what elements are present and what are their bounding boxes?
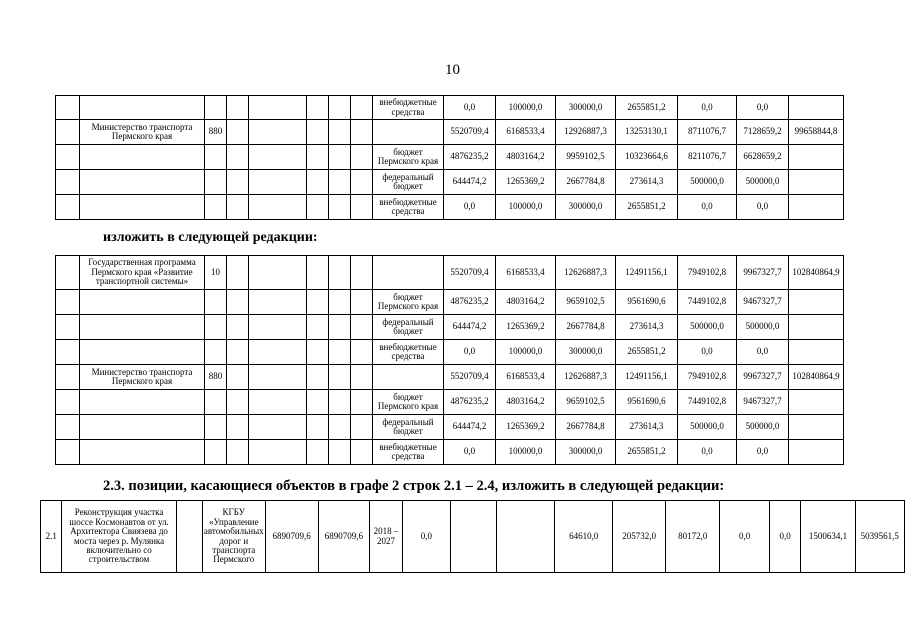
table-cell: [227, 195, 249, 220]
table-cell: [329, 340, 351, 365]
table-cell: [789, 290, 844, 315]
table-cell: 12491156,1: [616, 256, 678, 290]
table-cell: 880: [205, 365, 227, 390]
table-cell: 9659102,5: [556, 290, 616, 315]
table-cell: 0,0: [444, 195, 496, 220]
table-cell: [789, 145, 844, 170]
table-cell: 7449102,8: [678, 290, 737, 315]
table-cell: 7949102,8: [678, 365, 737, 390]
table-cell: 9967327,7: [737, 365, 789, 390]
table-cell: 0,0: [769, 501, 801, 573]
table-cell: [789, 315, 844, 340]
table-cell: 500000,0: [737, 415, 789, 440]
table-cell: [351, 365, 373, 390]
table-row: [56, 415, 844, 440]
table-cell: [329, 290, 351, 315]
page-number: 10: [445, 62, 460, 78]
table-row: [56, 315, 844, 340]
table-cell: 300000,0: [556, 440, 616, 465]
table-cell: [249, 120, 307, 145]
table-cell: [789, 415, 844, 440]
table-cell: [351, 290, 373, 315]
table-cell: 6628659,2: [737, 145, 789, 170]
table-cell: [80, 415, 205, 440]
table-cell: [307, 290, 329, 315]
table-cell: 2655851,2: [616, 96, 678, 120]
table-cell: [80, 290, 205, 315]
table-cell: 6168533,4: [496, 256, 556, 290]
table-cell: [56, 440, 80, 465]
table-cell: 0,0: [737, 96, 789, 120]
table-cell: [205, 340, 227, 365]
table-cell: 0,0: [720, 501, 769, 573]
table-cell: 0,0: [678, 96, 737, 120]
table-cell: 6168533,4: [496, 365, 556, 390]
table-row: [56, 195, 844, 220]
table-cell: 0,0: [444, 440, 496, 465]
table-cell: 100000,0: [496, 96, 556, 120]
table-cell: 2655851,2: [616, 340, 678, 365]
table-cell: [351, 96, 373, 120]
table-cell: [227, 315, 249, 340]
table-cell: 12626887,3: [556, 365, 616, 390]
table-cell: [56, 145, 80, 170]
table-cell: [80, 340, 205, 365]
table-cell: 2.1: [41, 501, 62, 573]
table-cell: [80, 170, 205, 195]
table-cell: 1265369,2: [496, 415, 556, 440]
table-cell: 2655851,2: [616, 440, 678, 465]
table-row: [56, 256, 844, 290]
table-cell: [227, 440, 249, 465]
table-cell: [249, 415, 307, 440]
table-cell: федеральный бюджет: [373, 315, 444, 340]
table-cell: [329, 195, 351, 220]
table-row: [56, 170, 844, 195]
table-row: [56, 340, 844, 365]
table-cell: [205, 315, 227, 340]
table-cell: 2667784,8: [556, 315, 616, 340]
table-cell: 6168533,4: [496, 120, 556, 145]
table-cell: [329, 145, 351, 170]
table-cell: [205, 170, 227, 195]
table-cell: [789, 195, 844, 220]
table-cell: [227, 96, 249, 120]
table-cell: 0,0: [737, 340, 789, 365]
table-cell: 100000,0: [496, 195, 556, 220]
table-cell: 10323664,6: [616, 145, 678, 170]
table-cell: [351, 315, 373, 340]
table-cell: [249, 365, 307, 390]
table-cell: 0,0: [678, 440, 737, 465]
table-cell: КГБУ «Управление автомобильных дорог и транспорта Пермского: [202, 501, 265, 573]
table-cell: 8711076,7: [678, 120, 737, 145]
table-cell: [227, 340, 249, 365]
table-cell: [56, 340, 80, 365]
table-cell: [329, 415, 351, 440]
table-cell: [789, 96, 844, 120]
table-cell: [789, 390, 844, 415]
table-cell: [307, 195, 329, 220]
table-cell: 102840864,9: [789, 256, 844, 290]
table-cell: бюджет Пермского края: [373, 145, 444, 170]
table-cell: [307, 96, 329, 120]
table-cell: 4803164,2: [496, 390, 556, 415]
table-cell: [205, 96, 227, 120]
table-cell: [249, 195, 307, 220]
table-cell: [80, 315, 205, 340]
table-cell: 205732,0: [613, 501, 666, 573]
table-cell: [249, 390, 307, 415]
table-cell: 5520709,4: [444, 365, 496, 390]
table-cell: 300000,0: [556, 340, 616, 365]
table-cell: 4803164,2: [496, 145, 556, 170]
table-cell: [205, 290, 227, 315]
table-cell: [227, 120, 249, 145]
table-cell: [307, 256, 329, 290]
table-cell: [329, 440, 351, 465]
budget-table-new: [55, 255, 844, 465]
table-cell: федеральный бюджет: [373, 170, 444, 195]
table-cell: [56, 365, 80, 390]
table-cell: 7949102,8: [678, 256, 737, 290]
table-cell: 9467327,7: [737, 290, 789, 315]
table-cell: [307, 145, 329, 170]
table-cell: [205, 440, 227, 465]
table-cell: [329, 315, 351, 340]
table-cell: [789, 440, 844, 465]
table-cell: [56, 120, 80, 145]
table-row: [56, 365, 844, 390]
table-cell: [351, 340, 373, 365]
table-cell: 1500634,1: [801, 501, 855, 573]
table-cell: 0,0: [737, 440, 789, 465]
table-cell: 9561690,6: [616, 290, 678, 315]
table-row: [56, 440, 844, 465]
table-cell: [351, 440, 373, 465]
table-cell: [373, 365, 444, 390]
table-cell: внебюджетные средства: [373, 340, 444, 365]
table-cell: 7449102,8: [678, 390, 737, 415]
table-cell: [56, 195, 80, 220]
table-cell: 880: [205, 120, 227, 145]
table-cell: 273614,3: [616, 415, 678, 440]
table-cell: [307, 365, 329, 390]
table-cell: [351, 256, 373, 290]
table-cell: 8211076,7: [678, 145, 737, 170]
table-cell: [56, 315, 80, 340]
table-cell: [249, 96, 307, 120]
table-cell: внебюджетные средства: [373, 195, 444, 220]
table-cell: [497, 501, 555, 573]
table-cell: [205, 195, 227, 220]
table-cell: 2667784,8: [556, 170, 616, 195]
table-cell: 102840864,9: [789, 365, 844, 390]
table-cell: [351, 415, 373, 440]
table-cell: 0,0: [678, 340, 737, 365]
table-cell: 2667784,8: [556, 415, 616, 440]
table-cell: 1265369,2: [496, 170, 556, 195]
table-cell: 4876235,2: [444, 290, 496, 315]
table-cell: 500000,0: [737, 315, 789, 340]
table-cell: [56, 170, 80, 195]
table-cell: 99658844,8: [789, 120, 844, 145]
table-cell: 500000,0: [678, 170, 737, 195]
table-cell: [307, 340, 329, 365]
table-cell: [56, 415, 80, 440]
table-cell: 4803164,2: [496, 290, 556, 315]
table-cell: [329, 390, 351, 415]
table-cell: [249, 315, 307, 340]
table-cell: [176, 501, 202, 573]
table-cell: 644474,2: [444, 170, 496, 195]
table-cell: 500000,0: [678, 415, 737, 440]
table-cell: 500000,0: [737, 170, 789, 195]
table-cell: 644474,2: [444, 315, 496, 340]
table-row: [56, 145, 844, 170]
table-row: [56, 96, 844, 120]
table-row: [56, 290, 844, 315]
table-cell: [56, 96, 80, 120]
table-row: [56, 120, 844, 145]
table-cell: [227, 415, 249, 440]
table-cell: федеральный бюджет: [373, 415, 444, 440]
table-cell: [80, 390, 205, 415]
table-cell: 100000,0: [496, 340, 556, 365]
table-cell: [249, 170, 307, 195]
table-cell: [351, 170, 373, 195]
table-cell: [227, 170, 249, 195]
table-cell: 300000,0: [556, 96, 616, 120]
table-cell: [789, 340, 844, 365]
table-cell: 2655851,2: [616, 195, 678, 220]
table-cell: 9467327,7: [737, 390, 789, 415]
table-cell: [227, 145, 249, 170]
section-heading: изложить в следующей редакции:: [103, 230, 318, 245]
table-cell: [249, 340, 307, 365]
table-cell: [351, 120, 373, 145]
table-cell: 0,0: [403, 501, 451, 573]
table-cell: [80, 440, 205, 465]
table-cell: 5520709,4: [444, 256, 496, 290]
table-cell: 9659102,5: [556, 390, 616, 415]
table-cell: Государственная программа Пермского края «Развитие транспортной системы»: [80, 256, 205, 290]
table-cell: 0,0: [678, 195, 737, 220]
table-cell: 9561690,6: [616, 390, 678, 415]
table-cell: 644474,2: [444, 415, 496, 440]
table-cell: 10: [205, 256, 227, 290]
table-cell: [249, 145, 307, 170]
table-cell: [307, 440, 329, 465]
table-cell: 9967327,7: [737, 256, 789, 290]
table-cell: 0,0: [444, 340, 496, 365]
table-cell: [307, 415, 329, 440]
table-cell: [307, 170, 329, 195]
table-cell: [351, 195, 373, 220]
table-cell: [249, 290, 307, 315]
table-cell: 64610,0: [555, 501, 613, 573]
table-cell: [329, 256, 351, 290]
table-cell: [56, 290, 80, 315]
table-cell: [205, 145, 227, 170]
table-cell: бюджет Пермского края: [373, 290, 444, 315]
table-cell: [307, 315, 329, 340]
table-cell: 13253130,1: [616, 120, 678, 145]
table-cell: 0,0: [737, 195, 789, 220]
table-cell: [205, 415, 227, 440]
table-cell: [329, 96, 351, 120]
table-cell: [56, 390, 80, 415]
table-row: [56, 390, 844, 415]
table-cell: [227, 365, 249, 390]
table-cell: 6890709,6: [265, 501, 318, 573]
table-cell: [205, 390, 227, 415]
table-cell: [227, 290, 249, 315]
table-cell: [80, 195, 205, 220]
table-cell: 12491156,1: [616, 365, 678, 390]
table-cell: 4876235,2: [444, 390, 496, 415]
table-cell: [80, 145, 205, 170]
table-cell: [329, 365, 351, 390]
section-heading: 2.3. позиции, касающиеся объектов в графе 2 строк 2.1 – 2.4, изложить в следующей редакции:: [103, 478, 725, 494]
table-cell: 5039561,5: [855, 501, 905, 573]
table-cell: 0,0: [444, 96, 496, 120]
table-cell: 273614,3: [616, 170, 678, 195]
budget-table-old: [55, 95, 844, 220]
table-cell: [249, 440, 307, 465]
table-cell: внебюджетные средства: [373, 440, 444, 465]
table-cell: [227, 390, 249, 415]
table-cell: [80, 96, 205, 120]
table-cell: [307, 390, 329, 415]
table-cell: [450, 501, 497, 573]
table-cell: 100000,0: [496, 440, 556, 465]
table-cell: 4876235,2: [444, 145, 496, 170]
table-cell: 6890709,6: [318, 501, 369, 573]
table-cell: 500000,0: [678, 315, 737, 340]
table-cell: 12926887,3: [556, 120, 616, 145]
table-cell: [307, 120, 329, 145]
table-cell: 1265369,2: [496, 315, 556, 340]
table-cell: Реконструкция участка шоссе Космонавтов от ул. Архитектора Свиязева до моста через р. Мулянка включительно со строительством: [62, 501, 176, 573]
table-cell: внебюджетные средства: [373, 96, 444, 120]
table-cell: 2018 – 2027: [369, 501, 402, 573]
table-cell: [56, 256, 80, 290]
table-cell: [249, 256, 307, 290]
table-cell: [373, 120, 444, 145]
table-cell: 300000,0: [556, 195, 616, 220]
objects-table: [40, 500, 905, 573]
table-cell: 9959102,5: [556, 145, 616, 170]
table-cell: [329, 170, 351, 195]
table-cell: 273614,3: [616, 315, 678, 340]
table-cell: 12626887,3: [556, 256, 616, 290]
table-cell: [789, 170, 844, 195]
table-cell: бюджет Пермского края: [373, 390, 444, 415]
table-cell: [351, 390, 373, 415]
table-cell: 7128659,2: [737, 120, 789, 145]
table-cell: [351, 145, 373, 170]
table-cell: Министерство транспорта Пермского края: [80, 120, 205, 145]
table-cell: 5520709,4: [444, 120, 496, 145]
table-cell: [373, 256, 444, 290]
table-cell: Министерство транспорта Пермского края: [80, 365, 205, 390]
table-row: [41, 501, 905, 573]
table-cell: [227, 256, 249, 290]
table-cell: 80172,0: [666, 501, 720, 573]
table-cell: [329, 120, 351, 145]
